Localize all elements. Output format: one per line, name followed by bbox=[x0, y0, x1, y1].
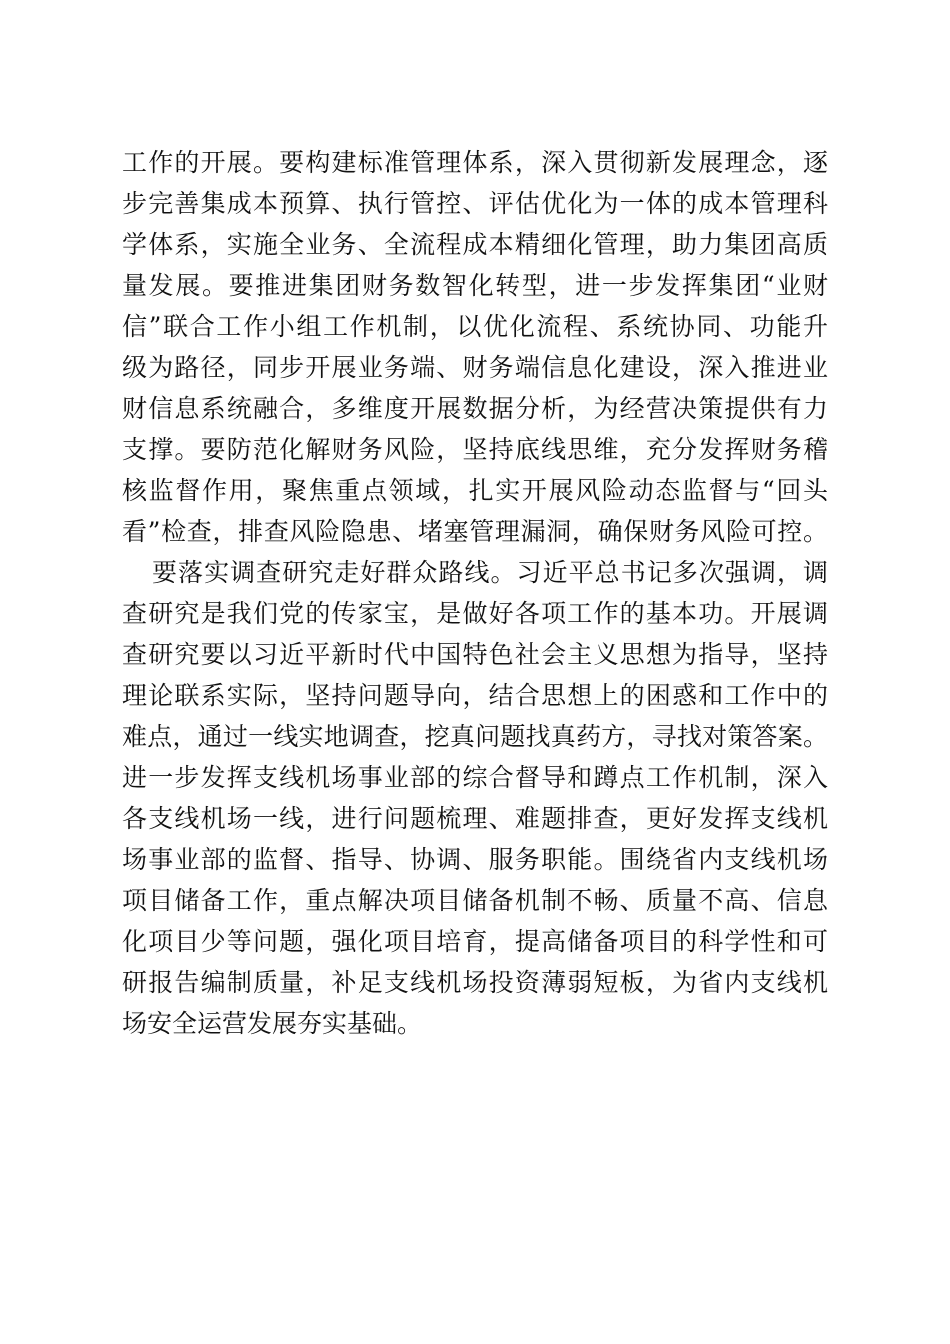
paragraph-1-line-9: 核监督作用，聚焦重点领域，扎实开展风险动态监督与“回头 bbox=[122, 476, 828, 505]
paragraph-1-line-7: 财信息系统融合，多维度开展数据分析，为经营决策提供有力 bbox=[122, 394, 828, 423]
paragraph-2-line-2: 查研究是我们党的传家宝，是做好各项工作的基本功。开展调 bbox=[122, 599, 828, 628]
paragraph-1-line-6: 级为路径，同步开展业务端、财务端信息化建设，深入推进业 bbox=[122, 353, 828, 382]
paragraph-2-line-9: 项目储备工作，重点解决项目储备机制不畅、质量不高、信息 bbox=[122, 886, 828, 915]
paragraph-1-line-3: 学体系，实施全业务、全流程成本精细化管理，助力集团高质 bbox=[122, 230, 828, 259]
paragraph-2-line-7: 各支线机场一线，进行问题梳理、难题排查，更好发挥支线机 bbox=[122, 804, 828, 833]
paragraph-1-line-5: 信”联合工作小组工作机制，以优化流程、系统协同、功能升 bbox=[122, 312, 828, 341]
paragraph-2-line-5: 难点，通过一线实地调查，挖真问题找真药方，寻找对策答案。 bbox=[122, 722, 828, 751]
paragraph-2-line-4: 理论联系实际，坚持问题导向，结合思想上的困惑和工作中的 bbox=[122, 681, 828, 710]
paragraph-2-line-11: 研报告编制质量，补足支线机场投资薄弱短板，为省内支线机 bbox=[122, 968, 828, 997]
paragraph-2-line-1: 要落实调查研究走好群众路线。习近平总书记多次强调，调 bbox=[152, 558, 828, 587]
paragraph-1-line-10: 看”检查，排查风险隐患、堵塞管理漏洞，确保财务风险可控。 bbox=[122, 517, 828, 546]
paragraph-2-line-10: 化项目少等问题，强化项目培育，提高储备项目的科学性和可 bbox=[122, 927, 828, 956]
paragraph-2-line-3: 查研究要以习近平新时代中国特色社会主义思想为指导，坚持 bbox=[122, 640, 828, 669]
paragraph-1-line-1: 工作的开展。要构建标准管理体系，深入贯彻新发展理念，逐 bbox=[122, 148, 828, 177]
paragraph-2-line-6: 进一步发挥支线机场事业部的综合督导和蹲点工作机制，深入 bbox=[122, 763, 828, 792]
paragraph-1-line-4: 量发展。要推进集团财务数智化转型，进一步发挥集团“业财 bbox=[122, 271, 828, 300]
paragraph-1-line-8: 支撑。要防范化解财务风险，坚持底线思维，充分发挥财务稽 bbox=[122, 435, 828, 464]
document-body bbox=[122, 142, 828, 1044]
paragraph-2-line-8: 场事业部的监督、指导、协调、服务职能。围绕省内支线机场 bbox=[122, 845, 828, 874]
paragraph-2-line-12: 场安全运营发展夯实基础。 bbox=[122, 1009, 423, 1038]
paragraph-1-line-2: 步完善集成本预算、执行管控、评估优化为一体的成本管理科 bbox=[122, 189, 828, 218]
